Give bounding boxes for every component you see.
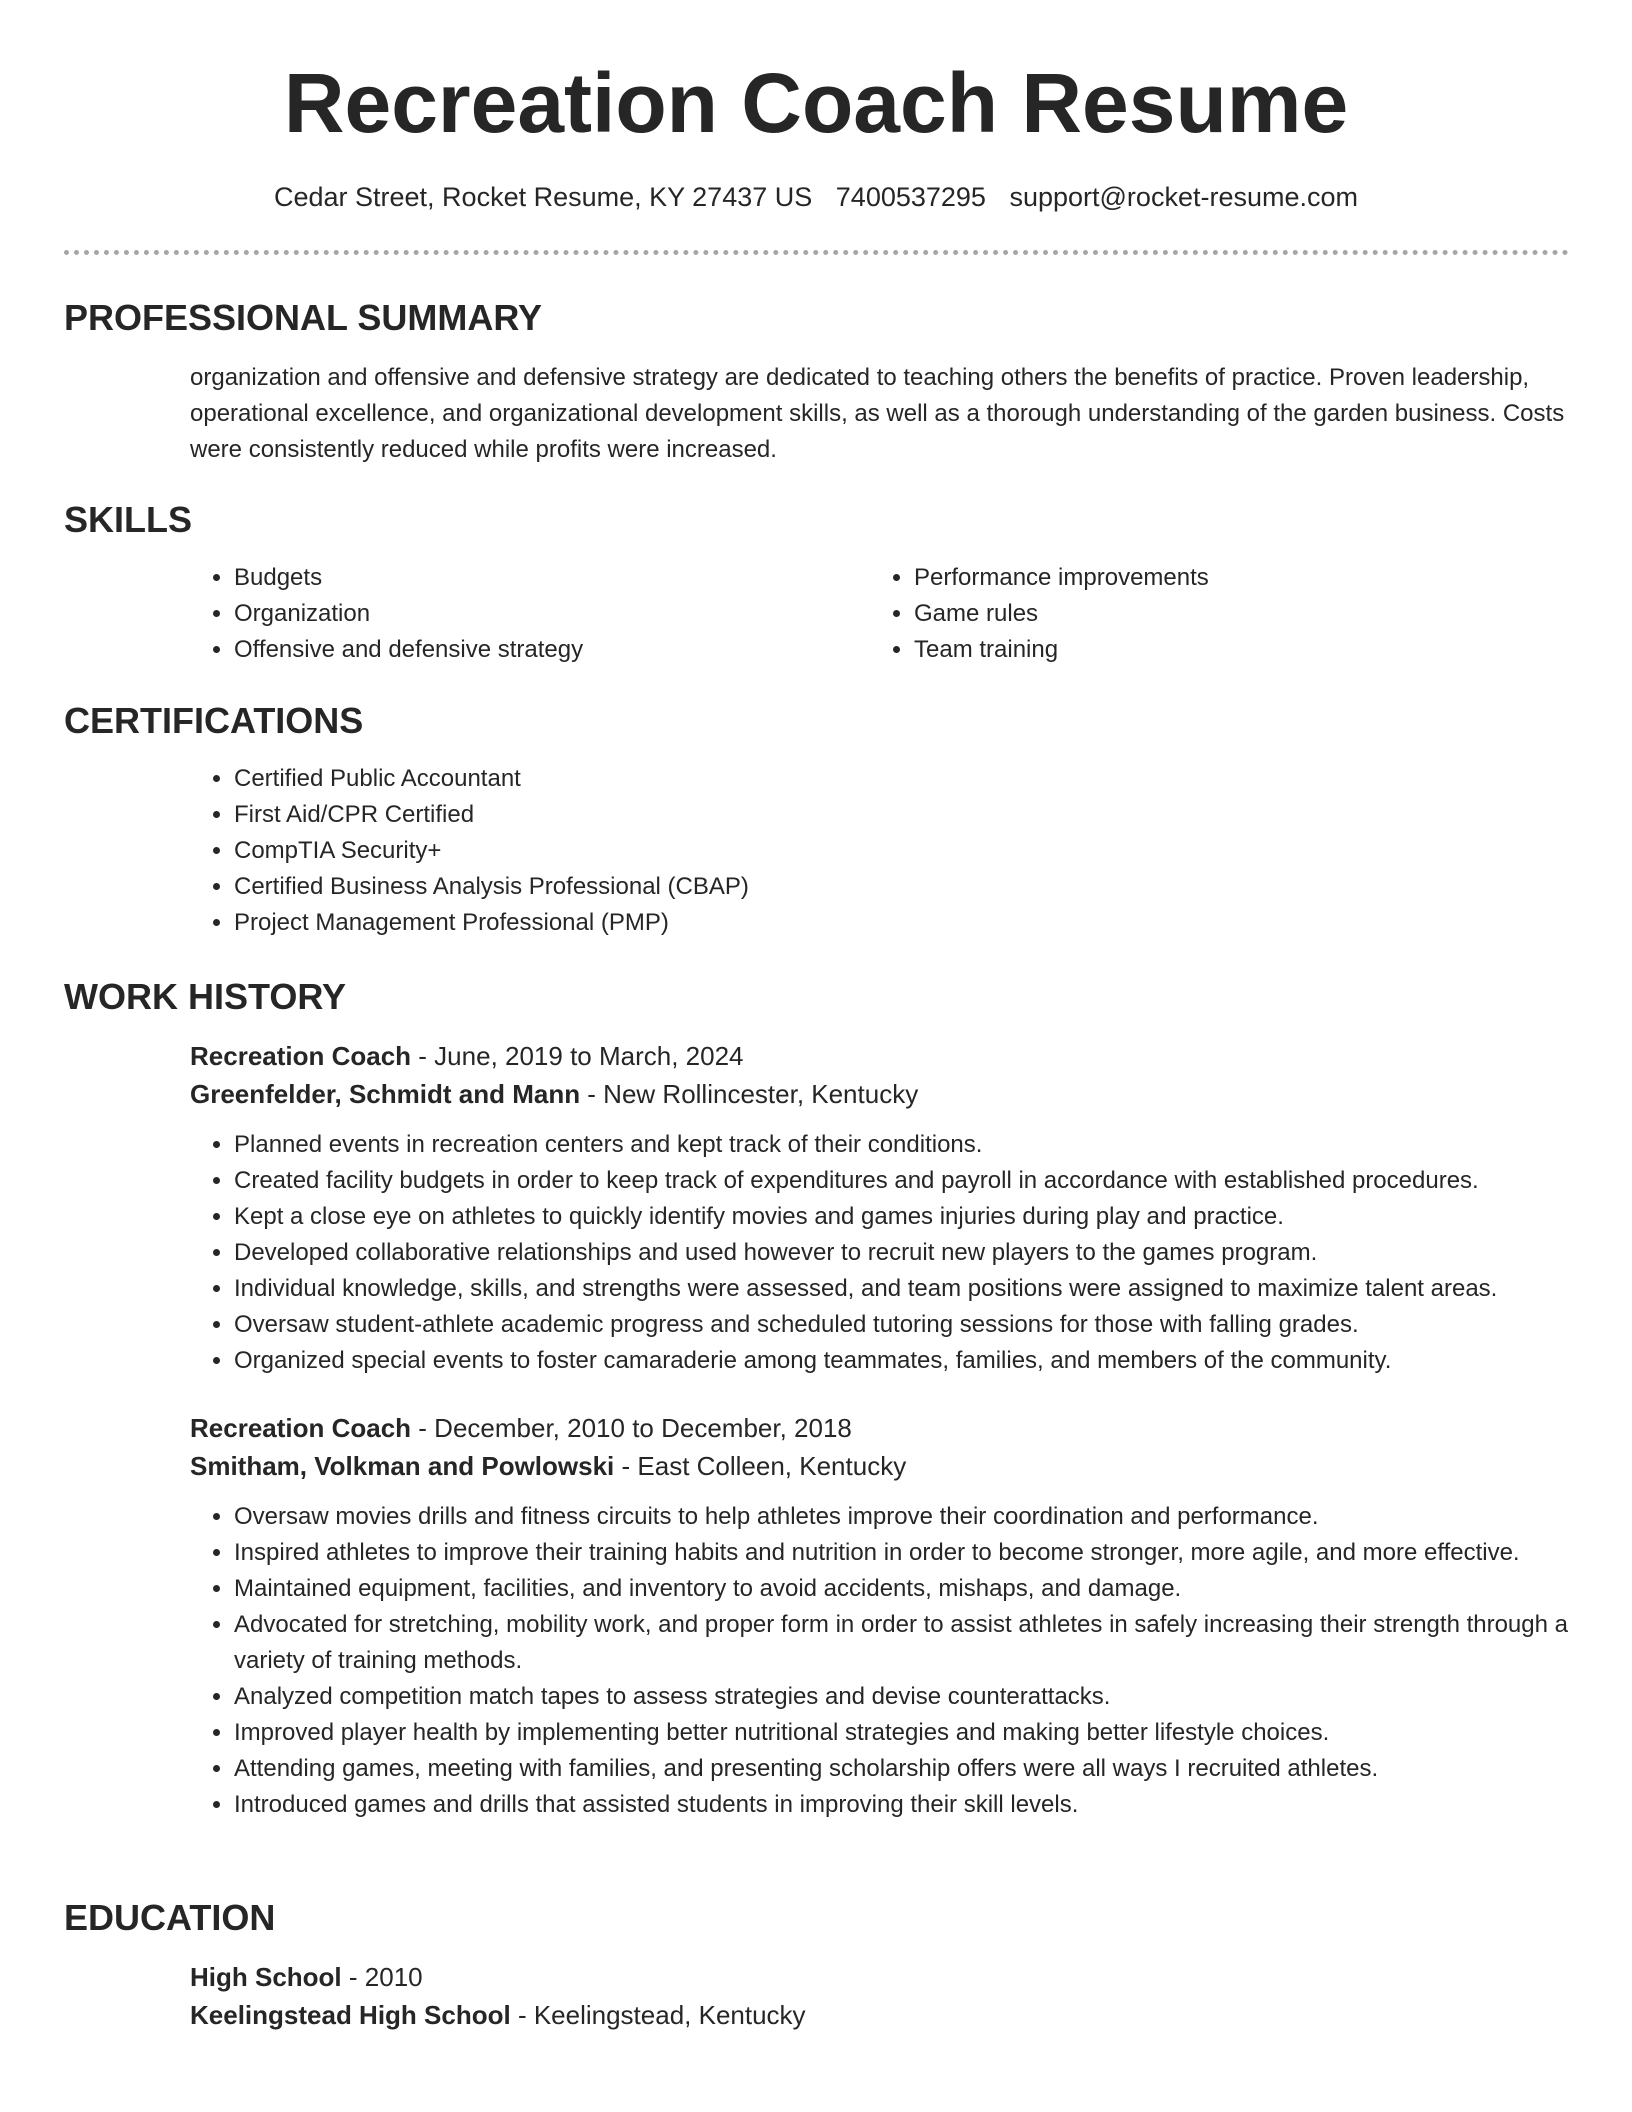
certification-item: • Certified Business Analysis Professional (CBAP) bbox=[234, 869, 1569, 905]
education-degree-line bbox=[190, 1958, 1569, 1996]
contact-line bbox=[0, 182, 1632, 213]
certification-item: • First Aid/CPR Certified bbox=[234, 797, 1569, 833]
skill-item: • Performance improvements bbox=[914, 560, 1550, 596]
email: support@rocket-resume.com bbox=[1009, 182, 1358, 212]
job-entry bbox=[190, 1409, 1569, 1823]
job-company: Greenfelder, Schmidt and Mann bbox=[190, 1079, 581, 1109]
certifications-section bbox=[64, 699, 1569, 941]
job-bullet: • Created facility budgets in order to keep track of expenditures and payroll in accordance with established procedures. bbox=[234, 1163, 1569, 1199]
job-bullet: • Analyzed competition match tapes to assess strategies and devise counterattacks. bbox=[234, 1679, 1569, 1715]
work-history-section bbox=[64, 975, 1569, 1823]
job-bullet: • Developed collaborative relationships and used however to recruit new players to the games program. bbox=[234, 1235, 1569, 1271]
certification-item: • Certified Public Accountant bbox=[234, 761, 1569, 797]
education-degree: High School bbox=[190, 1962, 342, 1992]
job-bullet: • Oversaw movies drills and fitness circuits to help athletes improve their coordination and performance. bbox=[234, 1499, 1569, 1535]
education-year: - 2010 bbox=[341, 1962, 423, 1992]
skill-item: • Organization bbox=[234, 596, 870, 632]
job-location: - East Colleen, Kentucky bbox=[614, 1451, 907, 1481]
job-bullet: • Individual knowledge, skills, and strengths were assessed, and team positions were assigned to maximize talent areas. bbox=[234, 1271, 1569, 1307]
education-school: Keelingstead High School bbox=[190, 2000, 511, 2030]
job-company-line bbox=[190, 1075, 1569, 1113]
job-bullet: • Maintained equipment, facilities, and inventory to avoid accidents, mishaps, and damage. bbox=[234, 1571, 1569, 1607]
address: Cedar Street, Rocket Resume, KY 27437 US bbox=[273, 182, 813, 212]
job-bullet: • Introduced games and drills that assisted students in improving their skill levels. bbox=[234, 1787, 1569, 1823]
skill-item: • Team training bbox=[914, 632, 1550, 668]
skill-item: • Game rules bbox=[914, 596, 1550, 632]
job-location: - New Rollincester, Kentucky bbox=[580, 1079, 919, 1109]
job-bullet: • Attending games, meeting with families, and presenting scholarship offers were all ways I recruited athletes. bbox=[234, 1751, 1569, 1787]
education-section bbox=[64, 1896, 1569, 2034]
job-entry bbox=[190, 1037, 1569, 1379]
certification-item: • Project Management Professional (PMP) bbox=[234, 905, 1569, 941]
skills-column-right bbox=[870, 560, 1550, 668]
header-divider bbox=[64, 250, 1569, 255]
job-title: Recreation Coach bbox=[190, 1413, 412, 1443]
job-bullet: • Inspired athletes to improve their training habits and nutrition in order to become stronger, more agile, and more effective. bbox=[234, 1535, 1569, 1571]
education-school-line bbox=[190, 1996, 1569, 2034]
job-bullet: • Kept a close eye on athletes to quickly identify movies and games injuries during play and practice. bbox=[234, 1199, 1569, 1235]
job-title-line bbox=[190, 1409, 1569, 1447]
job-title: Recreation Coach bbox=[190, 1041, 412, 1071]
summary-text: organization and offensive and defensive strategy are dedicated to teaching others the benefits of practice. Proven leadership, operational excellence, and organizational development skills, as well as a thorough understanding of the garden business. Costs were consistently reduced while profits were increased. bbox=[190, 364, 1565, 463]
education-location: - Keelingstead, Kentucky bbox=[510, 2000, 806, 2030]
job-bullet: • Planned events in recreation centers and kept track of their conditions. bbox=[234, 1127, 1569, 1163]
skills-heading: SKILLS bbox=[64, 499, 193, 540]
skill-item: • Offensive and defensive strategy bbox=[234, 632, 870, 668]
job-bullet: • Advocated for stretching, mobility work, and proper form in order to assist athletes in safely increasing their strength through a variety of training methods. bbox=[234, 1607, 1569, 1679]
job-title-line bbox=[190, 1037, 1569, 1075]
education-heading: EDUCATION bbox=[64, 1897, 276, 1938]
resume-title: Recreation Coach Resume bbox=[283, 56, 1349, 150]
skill-item: • Budgets bbox=[234, 560, 870, 596]
summary-heading: PROFESSIONAL SUMMARY bbox=[64, 297, 543, 338]
skills-section bbox=[64, 498, 1569, 668]
job-bullet: • Oversaw student-athlete academic progress and scheduled tutoring sessions for those with falling grades. bbox=[234, 1307, 1569, 1343]
skills-column-left bbox=[190, 560, 870, 668]
job-company-line bbox=[190, 1447, 1569, 1485]
phone: 7400537295 bbox=[835, 182, 986, 212]
job-bullet: • Improved player health by implementing better nutritional strategies and making better lifestyle choices. bbox=[234, 1715, 1569, 1751]
certifications-list bbox=[190, 761, 1569, 941]
certifications-heading: CERTIFICATIONS bbox=[64, 700, 364, 741]
work-history-heading: WORK HISTORY bbox=[64, 976, 347, 1017]
education-entry bbox=[190, 1958, 1569, 2034]
job-bullet: • Organized special events to foster camaraderie among teammates, families, and members of the community. bbox=[234, 1343, 1569, 1379]
job-company: Smitham, Volkman and Powlowski bbox=[190, 1451, 615, 1481]
certification-item: • CompTIA Security+ bbox=[234, 833, 1569, 869]
summary-section bbox=[64, 296, 1569, 468]
skills-lists bbox=[190, 560, 1569, 668]
job-dates: - June, 2019 to March, 2024 bbox=[411, 1041, 744, 1071]
job-dates: - December, 2010 to December, 2018 bbox=[411, 1413, 852, 1443]
